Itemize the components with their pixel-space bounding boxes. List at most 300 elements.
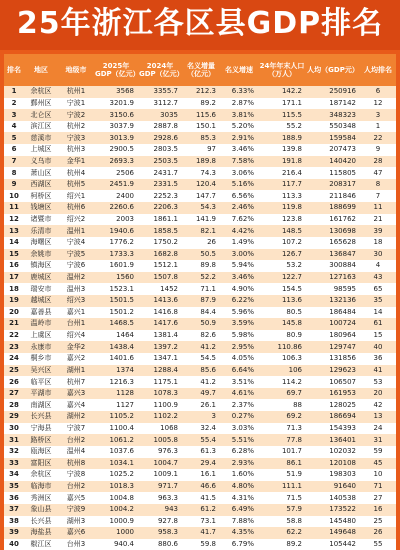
cell-col-per-capita-rank: 61 xyxy=(373,319,383,328)
cell-col-gdp-2024: 1009.1 xyxy=(153,470,178,479)
cell-col-increment: 150.1 xyxy=(195,122,216,131)
table-row xyxy=(4,434,396,446)
cell-col-rank: 31 xyxy=(9,435,19,444)
cell-col-gdp-2024: 1347.1 xyxy=(153,354,178,363)
cell-col-city: 杭州6 xyxy=(66,203,86,212)
cell-col-gdp-2025: 1000.9 xyxy=(109,516,134,525)
cell-col-increment: 16.1 xyxy=(200,470,216,479)
cell-col-gdp-2024: 963.3 xyxy=(157,493,178,502)
cell-col-city: 宁波9 xyxy=(66,505,86,514)
cell-col-district: 钱塘区 xyxy=(30,203,52,212)
cell-col-population: 145.8 xyxy=(281,319,302,328)
cell-col-growth: 7.88% xyxy=(231,516,254,525)
cell-col-increment: 120.4 xyxy=(195,180,216,189)
cell-col-district: 海盐县 xyxy=(30,528,52,537)
cell-col-per-capita-rank: 7 xyxy=(375,191,381,200)
cell-col-per-capita-rank: 13 xyxy=(373,412,383,421)
cell-col-city: 宁波8 xyxy=(66,470,86,479)
cell-col-rank: 1 xyxy=(11,87,17,96)
header-col-population: 24年年末人口（万人） xyxy=(259,62,305,78)
cell-col-rank: 27 xyxy=(9,389,19,398)
cell-col-growth: 6.79% xyxy=(231,540,254,549)
header-col-increment: 名义增量（亿元） xyxy=(187,62,215,78)
cell-col-increment: 89.2 xyxy=(200,98,216,107)
cell-col-city: 嘉兴5 xyxy=(66,493,86,502)
header-col-per-capita: 人均（GDP元） xyxy=(307,66,359,74)
table-row xyxy=(4,399,396,411)
cell-col-per-capita-rank: 1 xyxy=(375,122,381,131)
cell-col-gdp-2024: 1068 xyxy=(160,423,178,432)
cell-col-per-capita-rank: 55 xyxy=(373,540,383,549)
cell-col-district: 余姚市 xyxy=(30,249,52,258)
cell-col-district: 西湖区 xyxy=(30,180,52,189)
cell-col-gdp-2025: 1733.3 xyxy=(109,249,134,258)
cell-col-per-capita-rank: 25 xyxy=(373,516,383,525)
cell-col-increment: 82.1 xyxy=(200,226,216,235)
cell-col-gdp-2024: 1288.4 xyxy=(153,365,178,374)
cell-col-per-capita-rank: 30 xyxy=(373,249,383,258)
cell-col-gdp-2025: 1501.5 xyxy=(109,296,134,305)
cell-col-population: 58.8 xyxy=(286,516,302,525)
cell-col-rank: 40 xyxy=(9,540,19,549)
cell-col-per-capita-rank: 40 xyxy=(373,342,383,351)
cell-col-per-capita: 159584 xyxy=(329,133,356,142)
cell-col-per-capita: 91640 xyxy=(333,482,356,491)
cell-col-gdp-2024: 1750.2 xyxy=(153,238,178,247)
cell-col-gdp-2024: 1512.1 xyxy=(153,261,178,270)
cell-col-rank: 7 xyxy=(11,156,17,165)
cell-col-increment: 50.5 xyxy=(200,249,216,258)
cell-col-rank: 29 xyxy=(9,412,19,421)
cell-col-growth: 4.05% xyxy=(231,354,254,363)
table-row xyxy=(4,481,396,493)
header-col-gdp-2024: 2024年GDP（亿元） xyxy=(139,62,184,78)
cell-col-population: 126.7 xyxy=(281,249,302,258)
cell-col-increment: 89.8 xyxy=(200,261,216,270)
cell-col-per-capita-rank: 59 xyxy=(373,447,383,456)
table-row xyxy=(4,330,396,342)
cell-col-per-capita-rank: 39 xyxy=(373,226,383,235)
cell-col-city: 台州1 xyxy=(66,319,86,328)
table-row xyxy=(4,249,396,261)
cell-col-per-capita-rank: 6 xyxy=(375,87,381,96)
cell-col-district: 镇海区 xyxy=(30,261,52,270)
cell-col-rank: 30 xyxy=(9,423,19,432)
cell-col-city: 宁波3 xyxy=(66,133,86,142)
cell-col-gdp-2024: 2431.7 xyxy=(153,168,178,177)
cell-col-per-capita-rank: 31 xyxy=(373,435,383,444)
table-row xyxy=(4,492,396,504)
cell-col-gdp-2024: 927.8 xyxy=(157,516,178,525)
cell-col-city: 湖州3 xyxy=(66,516,86,525)
cell-col-population: 154.5 xyxy=(281,284,302,293)
cell-col-rank: 3 xyxy=(11,110,17,119)
cell-col-city: 宁波4 xyxy=(66,238,86,247)
cell-col-district: 吴兴区 xyxy=(30,365,52,374)
cell-col-growth: 5.98% xyxy=(231,331,254,340)
cell-col-city: 绍兴1 xyxy=(66,191,86,200)
cell-col-rank: 35 xyxy=(9,482,19,491)
cell-col-per-capita-rank: 27 xyxy=(373,493,383,502)
cell-col-rank: 6 xyxy=(11,145,17,154)
cell-col-rank: 10 xyxy=(9,191,19,200)
cell-col-district: 南湖区 xyxy=(30,400,52,409)
table-row xyxy=(4,272,396,284)
cell-col-per-capita: 98595 xyxy=(333,284,356,293)
cell-col-increment: 85.3 xyxy=(200,133,216,142)
cell-col-per-capita: 105442 xyxy=(329,540,356,549)
cell-col-city: 杭州7 xyxy=(66,377,86,386)
cell-col-rank: 16 xyxy=(9,261,19,270)
cell-col-district: 长兴县 xyxy=(30,412,52,421)
table-header xyxy=(4,54,396,86)
cell-col-gdp-2025: 1560 xyxy=(116,273,134,282)
cell-col-increment: 41.2 xyxy=(200,342,216,351)
cell-col-gdp-2024: 2331.5 xyxy=(153,180,178,189)
cell-col-gdp-2024: 1417.6 xyxy=(153,319,178,328)
cell-col-rank: 33 xyxy=(9,458,19,467)
cell-col-growth: 2.37% xyxy=(231,400,254,409)
cell-col-city: 杭州2 xyxy=(66,122,86,131)
cell-col-district: 海曙区 xyxy=(30,238,52,247)
cell-col-gdp-2024: 1861.1 xyxy=(153,215,178,223)
cell-col-city: 金华2 xyxy=(66,342,86,351)
cell-col-increment: 29.4 xyxy=(200,458,216,467)
cell-col-rank: 17 xyxy=(9,273,19,282)
cell-col-per-capita: 250916 xyxy=(329,87,356,96)
cell-col-district: 鹿城区 xyxy=(30,273,52,282)
cell-col-population: 106 xyxy=(288,365,302,374)
cell-col-gdp-2025: 3037.9 xyxy=(109,122,134,131)
cell-col-increment: 41.5 xyxy=(200,493,216,502)
cell-col-per-capita-rank: 53 xyxy=(373,377,383,386)
cell-col-district: 温岭市 xyxy=(30,319,52,328)
cell-col-district: 宁海县 xyxy=(30,423,52,432)
cell-col-gdp-2024: 2928.6 xyxy=(153,133,178,142)
cell-col-city: 湖州1 xyxy=(66,365,86,374)
cell-col-per-capita: 188699 xyxy=(329,203,356,212)
cell-col-per-capita: 187142 xyxy=(329,98,356,107)
table-row xyxy=(4,167,396,179)
cell-col-population: 115.5 xyxy=(281,110,302,119)
cell-col-per-capita: 106507 xyxy=(329,377,356,386)
cell-col-growth: 4.35% xyxy=(231,528,254,537)
table-row xyxy=(4,307,396,319)
cell-col-increment: 212.3 xyxy=(195,87,216,96)
cell-col-population: 139.8 xyxy=(281,145,302,154)
cell-col-growth: 5.94% xyxy=(231,261,254,270)
table-row xyxy=(4,179,396,191)
table-row xyxy=(4,458,396,470)
cell-col-population: 101.7 xyxy=(281,447,302,456)
cell-col-increment: 71.1 xyxy=(200,284,216,293)
cell-col-gdp-2025: 2506 xyxy=(116,168,134,177)
cell-col-population: 107.2 xyxy=(281,238,302,247)
cell-col-growth: 6.49% xyxy=(231,505,254,514)
table-row xyxy=(4,446,396,458)
cell-col-district: 诸暨市 xyxy=(30,215,52,223)
cell-col-growth: 4.80% xyxy=(231,482,254,491)
cell-col-district: 永康市 xyxy=(30,342,52,351)
cell-col-rank: 12 xyxy=(9,215,19,223)
cell-col-district: 萧山区 xyxy=(30,168,52,177)
cell-col-per-capita-rank: 21 xyxy=(373,215,383,223)
cell-col-population: 86.1 xyxy=(286,458,302,467)
cell-col-growth: 2.95% xyxy=(231,342,254,351)
cell-col-population: 62.2 xyxy=(286,528,302,537)
cell-col-gdp-2025: 1501.2 xyxy=(109,307,134,316)
cell-col-per-capita: 145480 xyxy=(329,516,356,525)
table-row xyxy=(4,121,396,133)
cell-col-growth: 3.59% xyxy=(231,319,254,328)
cell-col-increment: 87.9 xyxy=(200,296,216,305)
cell-col-per-capita: 186484 xyxy=(329,307,356,316)
cell-col-per-capita-rank: 71 xyxy=(373,482,383,491)
cell-col-population: 71.5 xyxy=(286,493,302,502)
cell-col-gdp-2025: 2003 xyxy=(116,215,134,223)
header-col-city: 地级市 xyxy=(65,66,87,74)
cell-col-increment: 97 xyxy=(207,145,216,154)
cell-col-increment: 32.4 xyxy=(200,423,216,432)
cell-col-gdp-2025: 1105.2 xyxy=(109,412,134,421)
cell-col-rank: 39 xyxy=(9,528,19,537)
cell-col-growth: 1.49% xyxy=(231,238,254,247)
cell-col-per-capita: 300884 xyxy=(329,261,356,270)
cell-col-city: 湖州2 xyxy=(66,412,86,421)
cell-col-population: 216.4 xyxy=(281,168,302,177)
cell-col-population: 111.1 xyxy=(281,482,302,491)
cell-col-increment: 141.9 xyxy=(195,215,216,223)
cell-col-city: 金华1 xyxy=(66,156,86,165)
cell-col-rank: 32 xyxy=(9,447,19,456)
cell-col-city: 温州3 xyxy=(66,284,86,293)
cell-col-per-capita-rank: 22 xyxy=(373,133,383,142)
cell-col-rank: 13 xyxy=(9,226,19,235)
table-row xyxy=(4,98,396,110)
cell-col-increment: 74.3 xyxy=(200,168,216,177)
cell-col-gdp-2024: 1452 xyxy=(160,284,178,293)
cell-col-rank: 28 xyxy=(9,400,19,409)
header-col-gdp-2025: 2025年GDP（亿元） xyxy=(95,62,140,78)
cell-col-growth: 6.33% xyxy=(231,87,254,96)
cell-col-gdp-2024: 2206.3 xyxy=(153,203,178,212)
cell-col-increment: 73.1 xyxy=(200,516,216,525)
cell-col-gdp-2024: 1100.9 xyxy=(153,400,178,409)
cell-col-gdp-2025: 2451.9 xyxy=(109,180,134,189)
cell-col-growth: 3.03% xyxy=(231,423,254,432)
cell-col-per-capita: 140538 xyxy=(329,493,356,502)
cell-col-per-capita: 165628 xyxy=(329,238,356,247)
cell-col-gdp-2024: 1397.2 xyxy=(153,342,178,351)
cell-col-rank: 34 xyxy=(9,470,19,479)
cell-col-growth: 5.20% xyxy=(231,122,254,131)
cell-col-gdp-2024: 1416.8 xyxy=(153,307,178,316)
cell-col-per-capita: 136401 xyxy=(329,435,356,444)
cell-col-city: 杭州5 xyxy=(66,180,86,189)
cell-col-gdp-2024: 3355.7 xyxy=(153,87,178,96)
cell-col-population: 88 xyxy=(293,400,302,409)
cell-col-city: 嘉兴2 xyxy=(66,354,86,363)
table-row xyxy=(4,516,396,528)
cell-col-city: 杭州3 xyxy=(66,145,86,154)
table-row xyxy=(4,469,396,481)
cell-col-rank: 23 xyxy=(9,342,19,351)
cell-col-increment: 84.4 xyxy=(200,307,216,316)
cell-col-gdp-2025: 2260.6 xyxy=(109,203,134,212)
cell-col-growth: 2.46% xyxy=(231,203,254,212)
cell-col-per-capita: 131856 xyxy=(329,354,356,363)
cell-col-increment: 61.2 xyxy=(200,505,216,514)
cell-col-district: 瓯海区 xyxy=(30,447,52,456)
cell-col-gdp-2025: 1061.2 xyxy=(109,435,134,444)
cell-col-gdp-2024: 2503.5 xyxy=(153,156,178,165)
table-row xyxy=(4,132,396,144)
cell-col-gdp-2025: 1127 xyxy=(116,400,134,409)
cell-col-gdp-2024: 1381.4 xyxy=(153,331,178,340)
cell-col-district: 越城区 xyxy=(30,296,52,305)
cell-col-gdp-2025: 1004.8 xyxy=(109,493,134,502)
cell-col-population: 148.5 xyxy=(281,226,302,235)
cell-col-population: 89.2 xyxy=(286,540,302,549)
cell-col-per-capita-rank: 43 xyxy=(373,273,383,282)
cell-col-city: 杭州1 xyxy=(66,87,86,96)
cell-col-district: 滨江区 xyxy=(30,122,52,131)
cell-col-increment: 46.6 xyxy=(200,482,216,491)
cell-col-district: 秀洲区 xyxy=(30,493,52,502)
table-row xyxy=(4,225,396,237)
header-col-per-capita-rank: 人均排名 xyxy=(364,66,392,74)
cell-col-population: 69.7 xyxy=(286,389,302,398)
cell-col-per-capita-rank: 11 xyxy=(373,203,383,212)
cell-col-growth: 3.00% xyxy=(231,249,254,258)
cell-col-gdp-2025: 1034.1 xyxy=(109,458,134,467)
cell-col-increment: 49.7 xyxy=(200,389,216,398)
cell-col-gdp-2025: 3568 xyxy=(116,87,134,96)
table-row xyxy=(4,295,396,307)
cell-col-population: 77.8 xyxy=(286,435,302,444)
cell-col-growth: 6.64% xyxy=(231,365,254,374)
cell-col-growth: 2.93% xyxy=(231,458,254,467)
table-row xyxy=(4,423,396,435)
cell-col-rank: 36 xyxy=(9,493,19,502)
cell-col-district: 慈溪市 xyxy=(30,133,52,142)
cell-col-per-capita-rank: 20 xyxy=(373,389,383,398)
cell-col-increment: 61.3 xyxy=(200,447,216,456)
cell-col-per-capita: 173522 xyxy=(329,505,356,514)
cell-col-city: 台州2 xyxy=(66,482,86,491)
cell-col-district: 乐清市 xyxy=(30,226,52,235)
cell-col-growth: 7.62% xyxy=(231,215,254,223)
cell-col-gdp-2025: 2900.5 xyxy=(109,145,134,154)
cell-col-population: 191.8 xyxy=(281,156,302,165)
cell-col-gdp-2025: 3150.6 xyxy=(109,110,134,119)
cell-col-district: 富阳区 xyxy=(30,458,52,467)
cell-col-rank: 20 xyxy=(9,307,19,316)
cell-col-increment: 147.7 xyxy=(195,191,216,200)
cell-col-per-capita-rank: 9 xyxy=(375,145,381,154)
cell-col-city: 绍兴2 xyxy=(66,215,86,223)
cell-col-increment: 41.7 xyxy=(200,528,216,537)
cell-col-per-capita-rank: 65 xyxy=(373,284,383,293)
cell-col-population: 51.9 xyxy=(286,470,302,479)
table-row xyxy=(4,353,396,365)
cell-col-per-capita: 115805 xyxy=(329,168,356,177)
cell-col-per-capita: 136847 xyxy=(329,249,356,258)
cell-col-per-capita: 129623 xyxy=(329,365,356,374)
cell-col-district: 余杭区 xyxy=(30,470,52,479)
cell-col-per-capita-rank: 36 xyxy=(373,354,383,363)
cell-col-population: 80.5 xyxy=(286,307,302,316)
cell-col-growth: 3.51% xyxy=(231,377,254,386)
cell-col-per-capita: 128025 xyxy=(329,400,356,409)
cell-col-per-capita-rank: 3 xyxy=(375,110,381,119)
cell-col-gdp-2024: 971.7 xyxy=(157,482,178,491)
cell-col-city: 宁波6 xyxy=(66,261,86,270)
cell-col-gdp-2025: 1004.2 xyxy=(109,505,134,514)
cell-col-gdp-2025: 940.4 xyxy=(113,540,134,549)
cell-col-per-capita: 207473 xyxy=(329,145,356,154)
cell-col-gdp-2024: 2803.5 xyxy=(153,145,178,154)
cell-col-growth: 7.58% xyxy=(231,156,254,165)
cell-col-gdp-2025: 1037.6 xyxy=(109,447,134,456)
table-row xyxy=(4,539,396,550)
cell-col-rank: 38 xyxy=(9,516,19,525)
cell-col-population: 57.9 xyxy=(286,505,302,514)
cell-col-population: 119.8 xyxy=(281,203,302,212)
cell-col-per-capita: 127163 xyxy=(329,273,356,282)
cell-col-rank: 2 xyxy=(11,98,17,107)
table-row xyxy=(4,214,396,226)
cell-col-growth: 1.60% xyxy=(231,470,254,479)
cell-col-population: 55.2 xyxy=(286,122,302,131)
cell-col-gdp-2025: 1464 xyxy=(116,331,134,340)
cell-col-increment: 54.3 xyxy=(200,203,216,212)
cell-col-gdp-2024: 976.3 xyxy=(157,447,178,456)
cell-col-growth: 2.91% xyxy=(231,133,254,142)
cell-col-gdp-2024: 958.3 xyxy=(157,528,178,537)
cell-col-district: 鄞州区 xyxy=(30,98,52,107)
cell-col-per-capita: 161953 xyxy=(329,389,356,398)
cell-col-per-capita-rank: 24 xyxy=(373,423,383,432)
cell-col-gdp-2025: 1000 xyxy=(116,528,134,537)
cell-col-gdp-2024: 880.6 xyxy=(157,540,178,549)
table-row xyxy=(4,283,396,295)
cell-col-growth: 3.46% xyxy=(231,273,254,282)
cell-col-rank: 24 xyxy=(9,354,19,363)
cell-col-increment: 26 xyxy=(207,238,216,247)
cell-col-growth: 5.16% xyxy=(231,180,254,189)
cell-col-population: 71.3 xyxy=(286,423,302,432)
cell-col-rank: 19 xyxy=(9,296,19,305)
cell-col-growth: 4.90% xyxy=(231,284,254,293)
table-row xyxy=(4,504,396,516)
table-row xyxy=(4,190,396,202)
cell-col-population: 142.2 xyxy=(281,87,302,96)
cell-col-population: 113.3 xyxy=(281,191,302,200)
table-row xyxy=(4,411,396,423)
cell-col-gdp-2024: 1004.7 xyxy=(153,458,178,467)
cell-col-population: 171.1 xyxy=(281,98,302,107)
cell-col-increment: 54.5 xyxy=(200,354,216,363)
cell-col-rank: 25 xyxy=(9,365,19,374)
cell-col-gdp-2025: 1940.6 xyxy=(109,226,134,235)
cell-col-gdp-2024: 1005.8 xyxy=(153,435,178,444)
cell-col-per-capita-rank: 4 xyxy=(375,261,381,270)
cell-col-gdp-2024: 3112.7 xyxy=(153,98,178,107)
cell-col-growth: 5.96% xyxy=(231,307,254,316)
cell-col-growth: 3.81% xyxy=(231,110,254,119)
cell-col-district: 象山县 xyxy=(30,505,52,514)
